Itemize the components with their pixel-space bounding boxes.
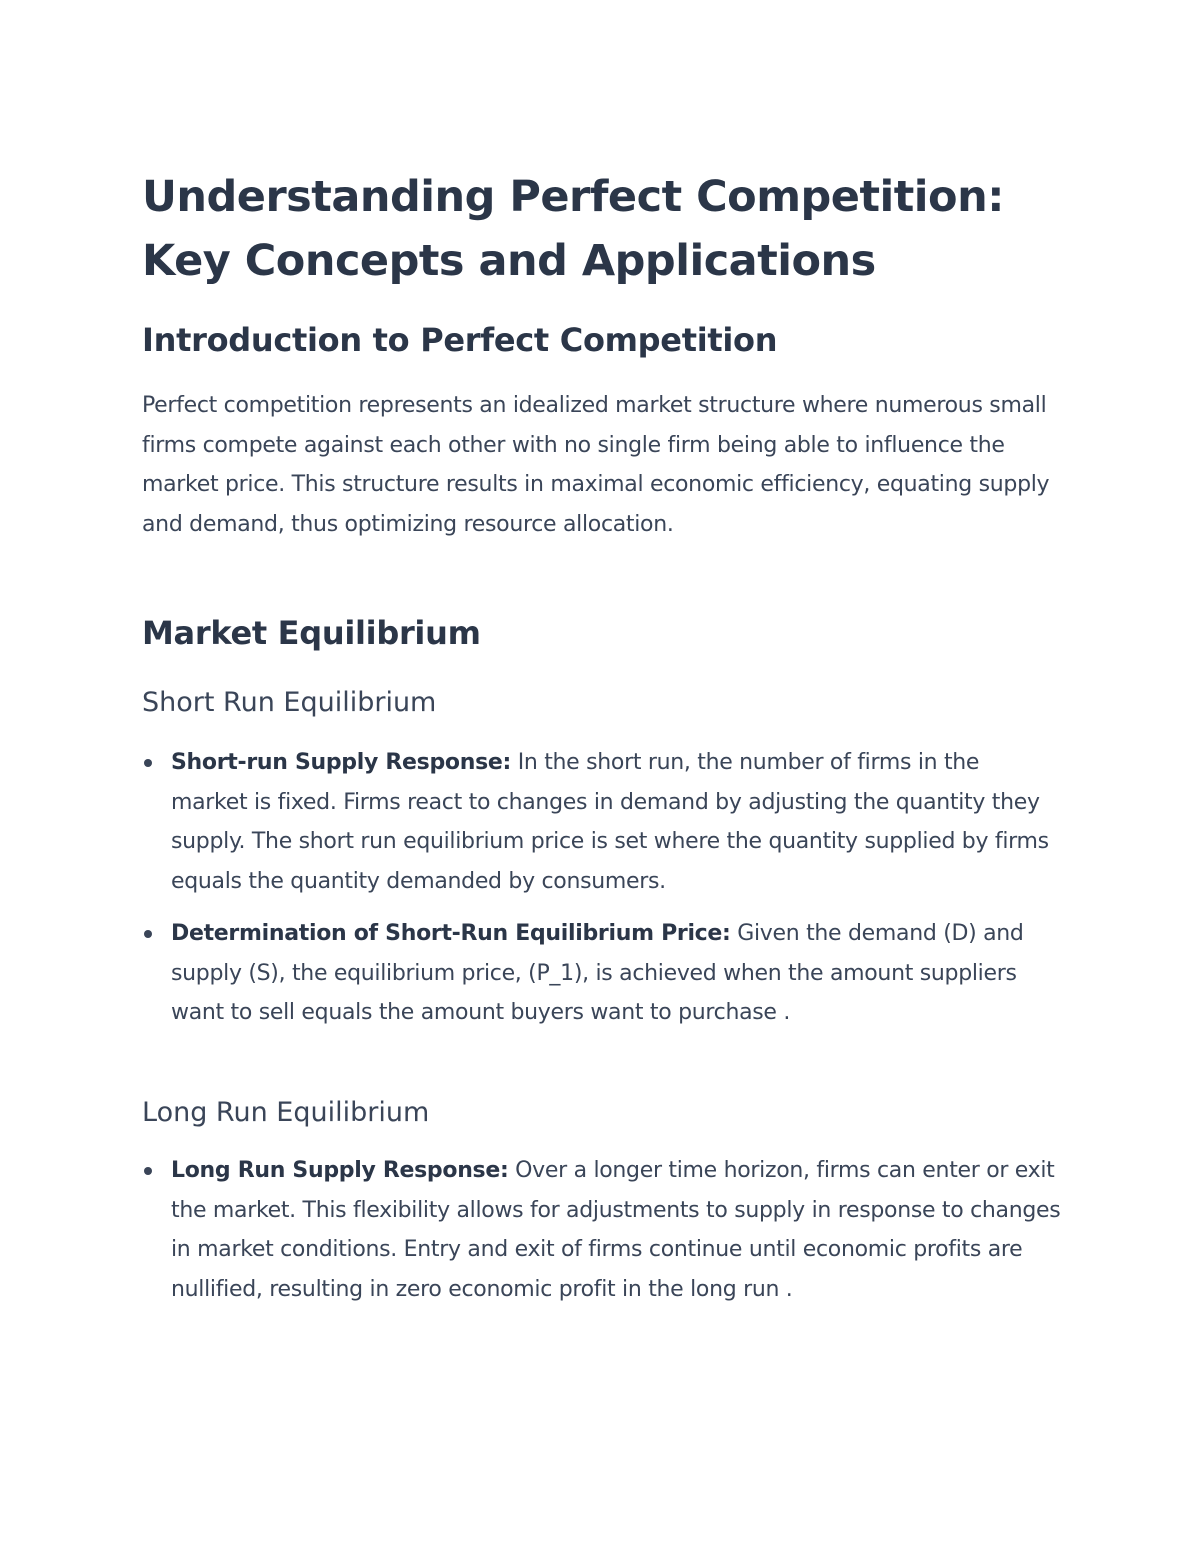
document-page (142, 165, 1062, 1302)
bullet-icon (144, 1167, 152, 1175)
section-heading-market-equilibrium: Market Equilibrium (142, 614, 481, 652)
bullet-term: Determination of Short-Run Equilibrium Price: (171, 921, 731, 946)
list-item (142, 914, 1062, 1033)
list-item (142, 1151, 1062, 1309)
subsection-heading-short-run: Short Run Equilibrium (142, 687, 437, 718)
long-run-bullet-list (142, 1151, 1062, 1309)
bullet-term: Short-run Supply Response: (171, 750, 511, 775)
subsection-heading-long-run: Long Run Equilibrium (142, 1097, 430, 1128)
title-line-2: Key Concepts and Applications (142, 236, 876, 286)
section-heading-introduction: Introduction to Perfect Competition (142, 321, 778, 359)
document-title (142, 165, 1062, 293)
bullet-icon (144, 930, 152, 938)
bullet-text: In the short run, the number of firms in the market is fixed. Firms react to changes in demand by adjusting the quantity they supply. The short run equilibrium price is set where the quantity supplied by firms equals the quantity demanded by consumers. (171, 750, 1049, 894)
short-run-bullet-list (142, 743, 1062, 1033)
bullet-text: Over a longer time horizon, firms can enter or exit the market. This flexibility allows for adjustments to supply in response to changes in market conditions. Entry and exit of firms continue until economic profits are nullified, resulting in zero economic profit in the long run . (171, 1158, 1061, 1302)
bullet-icon (144, 759, 152, 767)
bullet-text: Given the demand (D) and supply (S), the equilibrium price, (P_1), is achieved when the amount suppliers want to sell equals the amount buyers want to purchase . (171, 921, 1024, 1025)
list-item (142, 743, 1062, 901)
introduction-paragraph: Perfect competition represents an idealized market structure where numerous small firms compete against each other with no single firm being able to influence the market price. This structure results in maximal economic efficiency, equating supply and demand, thus optimizing resource allocation. (142, 393, 1050, 537)
bullet-term: Long Run Supply Response: (171, 1158, 509, 1183)
title-line-1: Understanding Perfect Competition: (142, 172, 1004, 222)
